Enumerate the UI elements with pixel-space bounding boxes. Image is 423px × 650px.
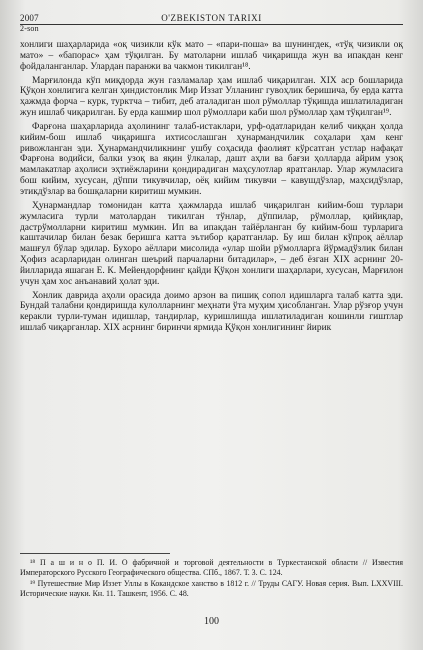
footnote-19: ¹⁹ Путешествие Мир Иззет Уллы в Кокандское ханство в 1812 г. // Труды САГУ. Новая серия. Вып. LXXVIII. Исторические науки. Кн. 11. Ташкент, 1956. С. 48. xyxy=(20,579,403,598)
footnotes xyxy=(20,553,403,600)
header-year: 2007 xyxy=(20,13,39,23)
footnote-18: ¹⁸ П а ш и н о П. И. О фабричной и торговой деятельности в Туркестанской области // Известия Императорского Русского Географического общества. СПб., 1867. Т. 3. С. 124. xyxy=(20,558,403,577)
paragraph-1: хонлиги шаҳарларида «оқ чизикли кўк мато – «пари-поша» ва шунингдек, «тўқ чизикли оқ мато» – «бапорас» ҳам тўқилган. Бу матоларни ишлаб чиқаришда жун ва ипакдан кенг фойдаланганлар. Улардан паранжи ва чакмон тикилган¹⁸. xyxy=(20,40,403,72)
page-number: 100 xyxy=(204,616,219,627)
paragraph-3: Фарғона шаҳарларида аҳолининг талаб-истаклари, урф-одатларидан келиб чиққан ҳолда кийим-бош ишлаб чиқаришга ихтисослашган ҳунармандчилик соҳалари ҳам кенг ривожланган эди. Ҳунармандчиликнинг ушбу соҳасида фаолият кўрсатган устлар нафақат Фарғона водийси, балки узоқ ва яқин ўлкалар, дашт аҳли ва бағзи ҳолларда айрим узоқ мамлакатлар аҳолиси эҳтиёжларини қондирадиган маҳсулотлар яратганлар. Улар жумласига бош кийим, хусусан, дўппи тикувчилар, оёқ кийим тикувчи – кавушдўзлар, маҳсидўзлар, этикдўзлар ва бошқаларни киритиш мумкин. xyxy=(20,121,403,197)
paragraph-5: Хонлик даврида аҳоли орасида доимо арзон ва пишиқ сопол идишларга талаб катта эди. Бундай талабни қондиришда кулолларнинг меҳнати ўта муҳим ҳисобланган. Улар рўзғор учун керакли турли-туман идишлар, тандирлар, куришлишда ишлатиладиган кошинли гиштлар ишлаб чиқарганлар. XIX асрнинг биринчи ярмида Қўқон хонлигининг йирик xyxy=(20,290,403,334)
main-text xyxy=(20,40,403,337)
header-rule xyxy=(20,24,403,25)
running-header xyxy=(20,13,403,35)
footnote-separator xyxy=(20,553,170,554)
paragraph-4: Ҳунармандлар томонидан катта ҳажмларда ишлаб чиқарилган кийим-бош турлари жумласига турли матолардан тикилган тўнлар, дўппилар, рўмоллар, қийиқлар, дастрўмолларни киритиш мумкин. Ип ва ипакдан тайёрланган бу кийим-бош турларига каштачилар билан безак беришга катта эътибор қаратганлар. Бу иш билан кўпроқ аёллар машғул бўлар эдилар. Бухоро аёллари мисолида «улар шойи рўмолларга йўрмадўзлик билан Ҳофиз асарларидан олинган шеърий парчаларни битадилар», – деб ёзган XIX асрнинг 20-йилларида яшаган Е. К. Мейендорфнинг қайди Қўқон хонлиги шаҳарлари, хусусан, Марғилон учун ҳам хос анъанавий ҳолат эди. xyxy=(20,200,403,287)
paragraph-2: Марғилонда кўп миқдорда жун газламалар ҳам ишлаб чиқарилган. XIX аср бошларида Қўқон хонлигига келган ҳиндистонлик Мир Иззат Улланинг гувоҳлик беришича, бу ерда катта ҳажмда форча – курк, турктча – тибит, деб аталадиган шол рўмоллар тўқишда ишлатиладиган жун ишлаб чиқарилган. Бу ерда кашмир шол рўмоллари каби шол рўмоллар ҳам тўқилган¹⁹. xyxy=(20,75,403,119)
journal-title: O'ZBEKISTON TARIXI xyxy=(161,13,262,23)
header-issue: 2-son xyxy=(20,24,39,33)
